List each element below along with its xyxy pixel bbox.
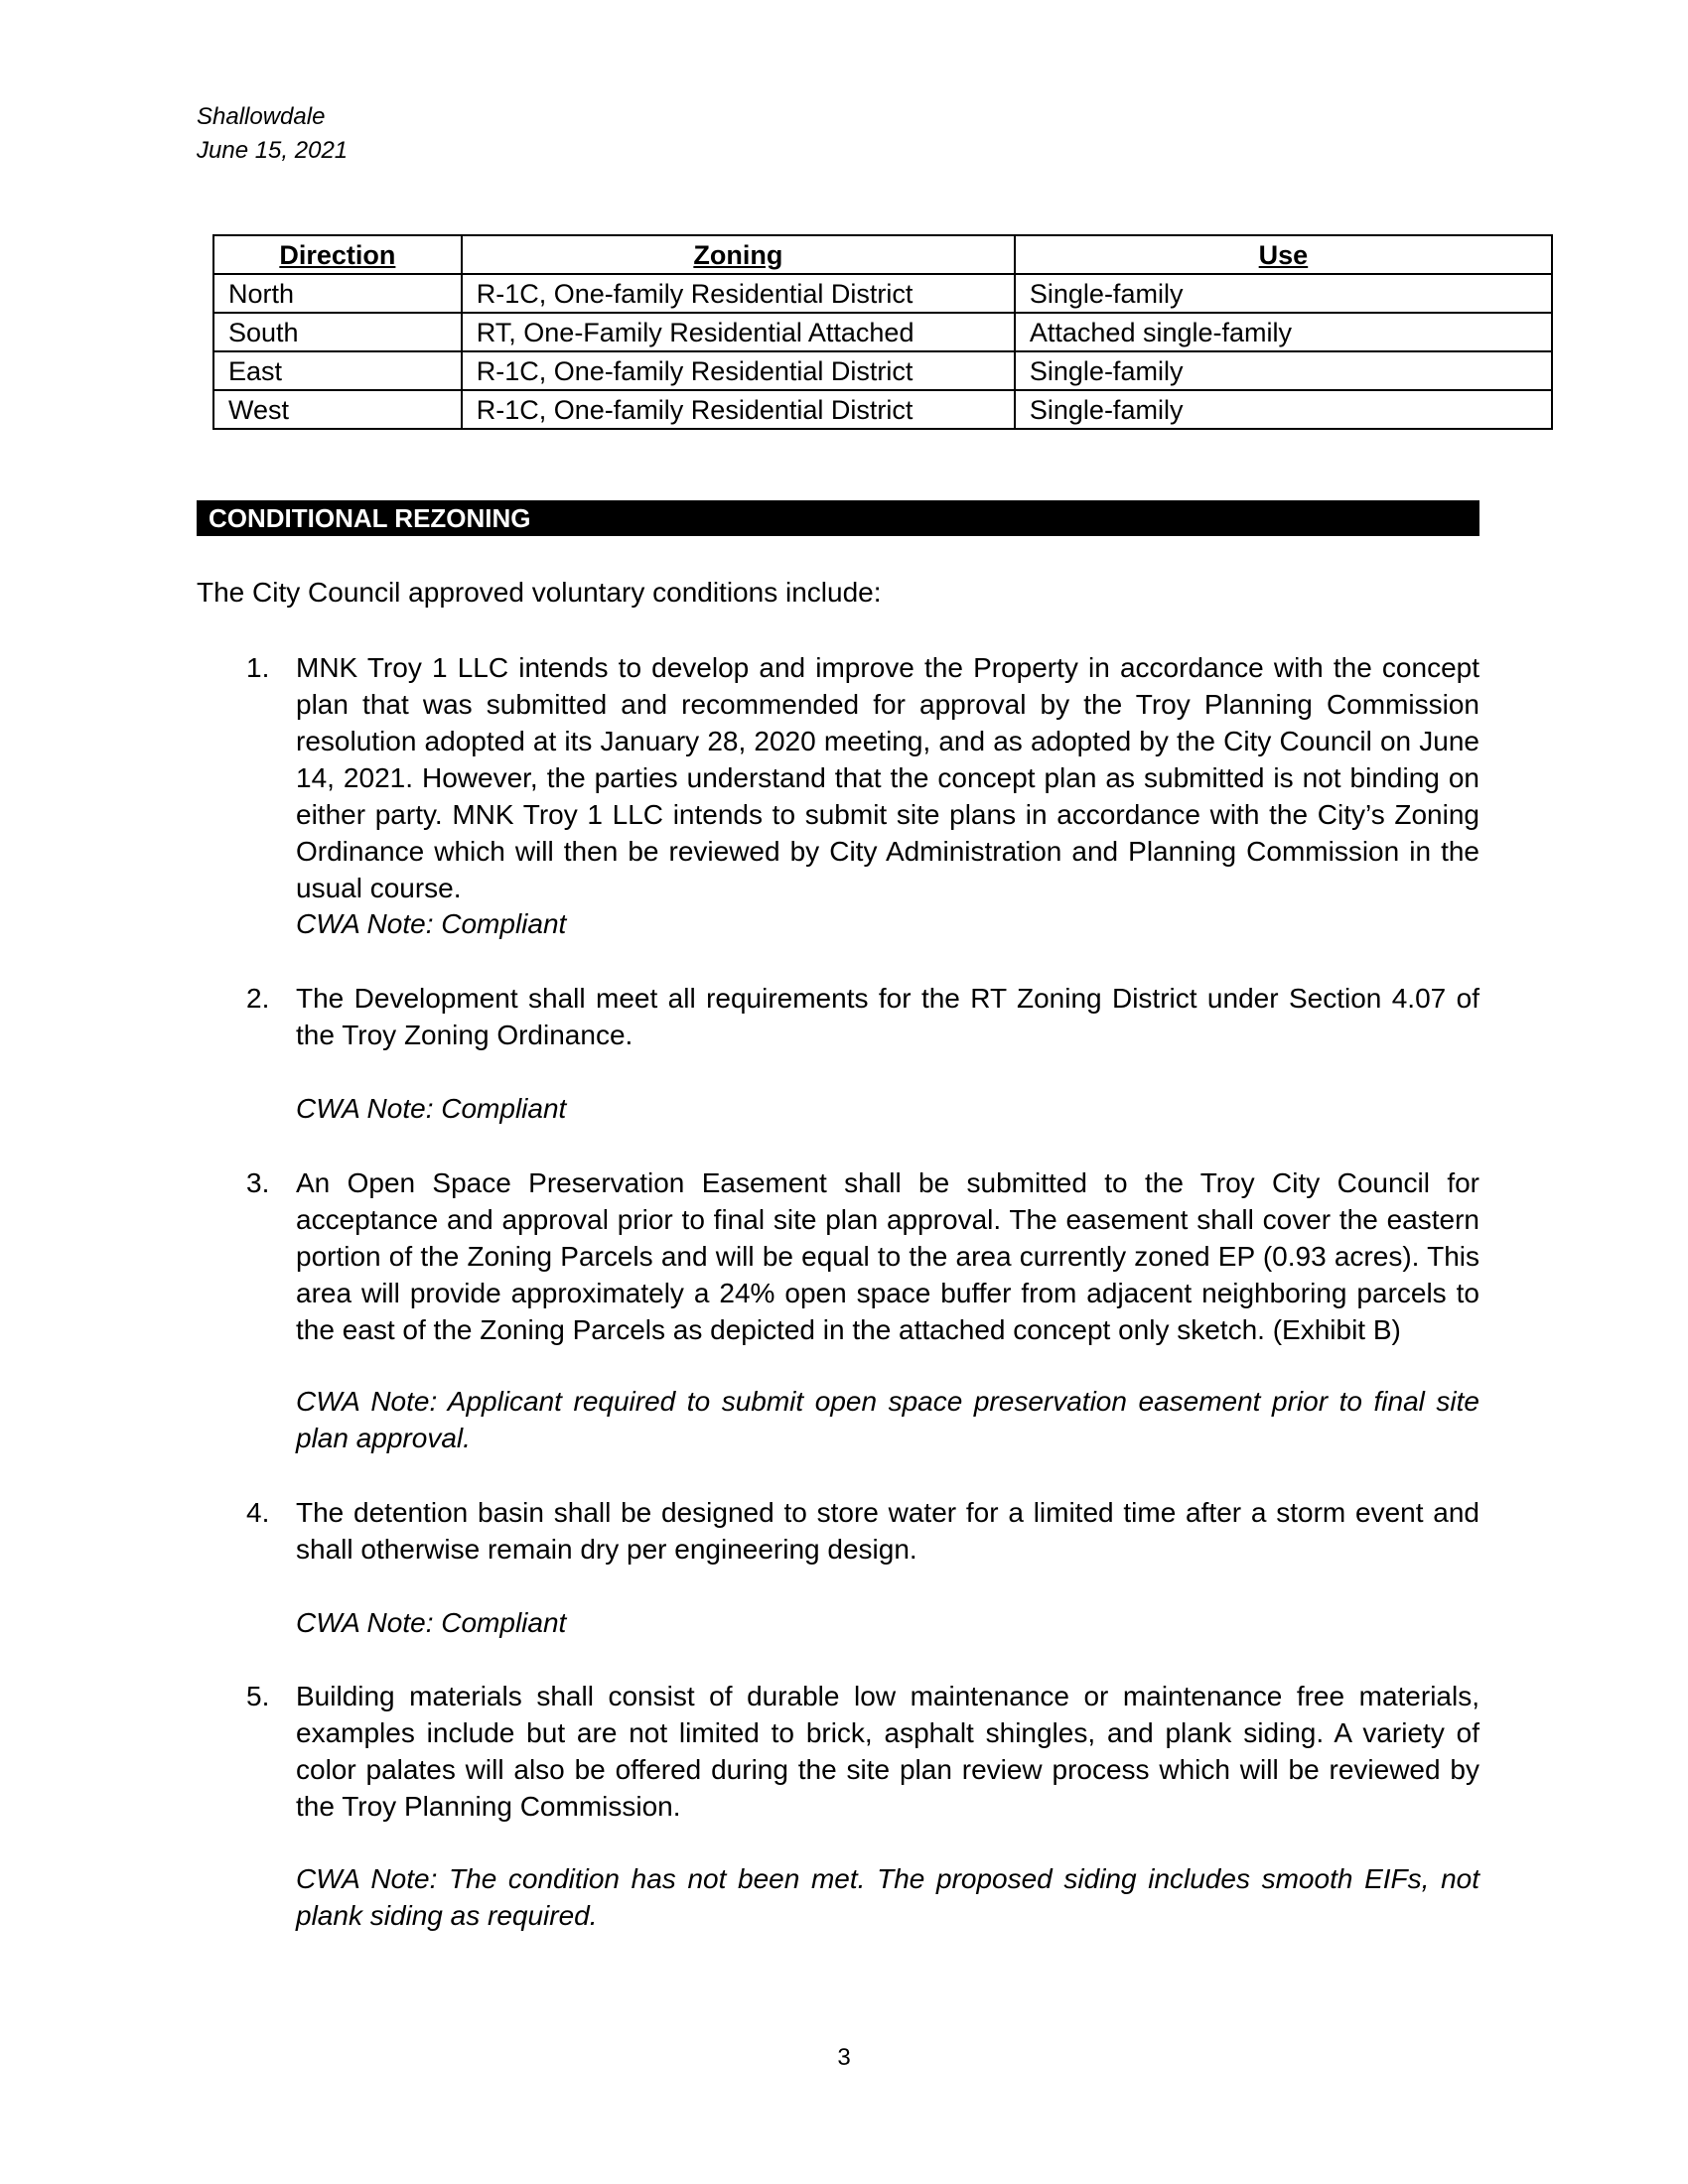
document-header-project: Shallowdale bbox=[197, 103, 326, 130]
condition-number: 5. bbox=[246, 1681, 270, 1711]
column-header-use: Use bbox=[1015, 235, 1552, 274]
cwa-note-4: CWA Note: Compliant bbox=[296, 1607, 567, 1638]
table-header-row bbox=[213, 235, 1552, 274]
table-cell-direction: West bbox=[213, 390, 462, 429]
table-row bbox=[213, 274, 1552, 313]
cwa-note-1: CWA Note: Compliant bbox=[296, 908, 567, 939]
condition-item-1 bbox=[246, 649, 1479, 906]
section-heading-conditional-rezoning: CONDITIONAL REZONING bbox=[197, 500, 1479, 536]
condition-number: 1. bbox=[246, 652, 270, 683]
condition-item-2 bbox=[246, 980, 1479, 1053]
cwa-note-5: CWA Note: The condition has not been met. The proposed siding includes smooth EIFs, not plank siding as required. bbox=[296, 1863, 1479, 1931]
table-cell-direction: South bbox=[213, 313, 462, 351]
condition-item-5 bbox=[246, 1678, 1479, 1825]
condition-text: MNK Troy 1 LLC intends to develop and improve the Property in accordance with the concept plan that was submitted and recommended for approval by the Troy Planning Commission resolution adopted at its January 28, 2020 meeting, and as adopted by the City Council on June 14, 2021. However, the parties understand that the concept plan as submitted is not binding on either party. MNK Troy 1 LLC intends to submit site plans in accordance with the City’s Zoning Ordinance which will then be reviewed by City Administration and Planning Commission in the usual course. bbox=[296, 652, 1479, 903]
table-cell-zoning: R-1C, One-family Residential District bbox=[462, 390, 1015, 429]
document-header-date: June 15, 2021 bbox=[197, 137, 349, 164]
column-header-direction: Direction bbox=[213, 235, 462, 274]
condition-number: 2. bbox=[246, 983, 270, 1014]
page-number: 3 bbox=[837, 2044, 851, 2071]
condition-item-4 bbox=[246, 1494, 1479, 1568]
table-cell-zoning: R-1C, One-family Residential District bbox=[462, 274, 1015, 313]
adjacent-zoning-table bbox=[212, 234, 1553, 430]
condition-text: Building materials shall consist of durable low maintenance or maintenance free materials, examples include but are not limited to brick, asphalt shingles, and plank siding. A variety of color palates will also be offered during the site plan review process which will be reviewed by the Troy Planning Commission. bbox=[296, 1681, 1479, 1822]
cwa-note-3: CWA Note: Applicant required to submit open space preservation easement prior to final site plan approval. bbox=[296, 1386, 1479, 1453]
condition-item-3 bbox=[246, 1164, 1479, 1348]
table-row bbox=[213, 351, 1552, 390]
table-cell-use: Single-family bbox=[1015, 351, 1552, 390]
table-cell-use: Single-family bbox=[1015, 274, 1552, 313]
table-cell-zoning: RT, One-Family Residential Attached bbox=[462, 313, 1015, 351]
condition-number: 4. bbox=[246, 1497, 270, 1528]
condition-text: The detention basin shall be designed to store water for a limited time after a storm event and shall otherwise remain dry per engineering design. bbox=[296, 1497, 1479, 1565]
column-header-zoning: Zoning bbox=[462, 235, 1015, 274]
table-cell-direction: North bbox=[213, 274, 462, 313]
cwa-note-2: CWA Note: Compliant bbox=[296, 1093, 567, 1124]
table-cell-direction: East bbox=[213, 351, 462, 390]
table-cell-zoning: R-1C, One-family Residential District bbox=[462, 351, 1015, 390]
section-intro: The City Council approved voluntary conditions include: bbox=[197, 577, 882, 608]
condition-number: 3. bbox=[246, 1167, 270, 1198]
table-row bbox=[213, 390, 1552, 429]
condition-text: An Open Space Preservation Easement shall be submitted to the Troy City Council for acceptance and approval prior to final site plan approval. The easement shall cover the eastern portion of the Zoning Parcels and will be equal to the area currently zoned EP (0.93 acres). This area will provide approximately a 24% open space buffer from adjacent neighboring parcels to the east of the Zoning Parcels as depicted in the attached concept only sketch. (Exhibit B) bbox=[296, 1167, 1479, 1345]
table-cell-use: Attached single-family bbox=[1015, 313, 1552, 351]
condition-text: The Development shall meet all requirements for the RT Zoning District under Section 4.07 of the Troy Zoning Ordinance. bbox=[296, 983, 1479, 1050]
table-cell-use: Single-family bbox=[1015, 390, 1552, 429]
table-row bbox=[213, 313, 1552, 351]
